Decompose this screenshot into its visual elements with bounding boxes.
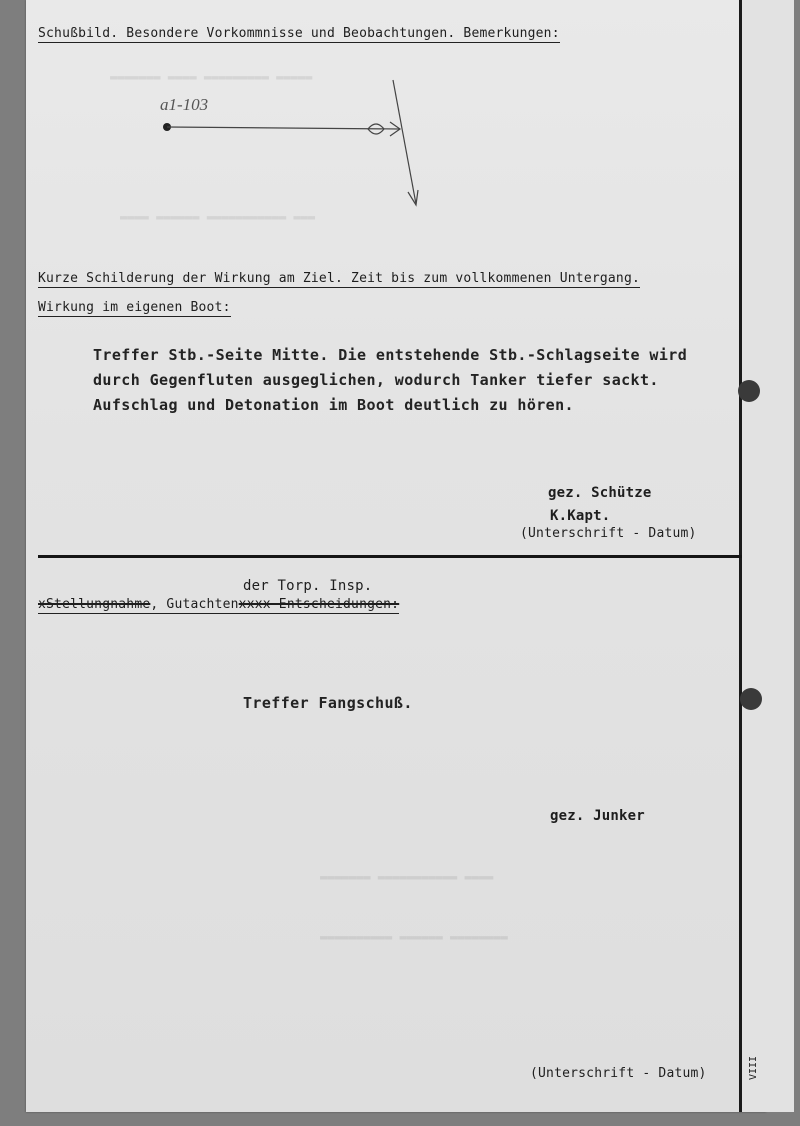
show-through-texture: ▬▬▬▬▬▬▬ ▬▬▬▬▬▬▬▬▬▬▬ ▬▬▬▬	[320, 870, 494, 884]
report-line-1: Treffer Stb.-Seite Mitte. Die entstehende Stb.-Schlagseite wird	[93, 346, 688, 364]
section-divider	[38, 555, 742, 558]
authority-label: der Torp. Insp.	[243, 578, 373, 594]
punch-hole-bottom	[740, 688, 762, 710]
signature-caption-1: (Unterschrift - Datum)	[520, 526, 697, 541]
signature-caption-2: (Unterschrift - Datum)	[530, 1066, 707, 1081]
signature-commander: gez. Schütze	[548, 485, 652, 501]
section-heading-shot-pattern: Schußbild. Besondere Vorkommnisse und Beobachtungen. Bemerkungen:	[38, 26, 560, 41]
show-through-texture: ▬▬▬▬ ▬▬▬▬▬▬ ▬▬▬▬▬▬▬▬▬▬▬ ▬▬▬	[120, 210, 316, 224]
section-heading-effect-own-boat: Wirkung im eigenen Boot:	[38, 300, 231, 315]
section-heading-effect-on-target: Kurze Schilderung der Wirkung am Ziel. Zeit bis zum vollkommenen Untergang.	[38, 271, 640, 286]
report-line-2: durch Gegenfluten ausgeglichen, wodurch Tanker tiefer sackt.	[93, 371, 659, 389]
signature-inspector: gez. Junker	[550, 808, 645, 824]
punch-hole-top	[738, 380, 760, 402]
signature-rank: K.Kapt.	[550, 508, 611, 524]
assessment-text: Treffer Fangschuß.	[243, 694, 413, 712]
assessment-word: , Gutachten	[150, 597, 239, 612]
struck-word-right: xxxx Entscheidungen:	[238, 597, 400, 612]
section-heading-assessment	[38, 597, 399, 614]
show-through-texture: ▬▬▬▬▬▬▬▬▬▬ ▬▬▬▬▬▬ ▬▬▬▬▬▬▬▬	[320, 930, 508, 944]
report-line-3: Aufschlag und Detonation im Boot deutlich zu hören.	[93, 396, 574, 414]
page-edge	[742, 0, 794, 1112]
margin-annotation: VIII	[748, 1055, 759, 1080]
shot-sketch	[150, 78, 440, 218]
struck-word-left: xStellungnahme	[38, 597, 151, 612]
show-through-texture: ▬▬▬▬▬▬▬ ▬▬▬▬ ▬▬▬▬▬▬▬▬▬ ▬▬▬▬▬	[110, 70, 313, 84]
sketch-label: a1-103	[160, 95, 209, 114]
